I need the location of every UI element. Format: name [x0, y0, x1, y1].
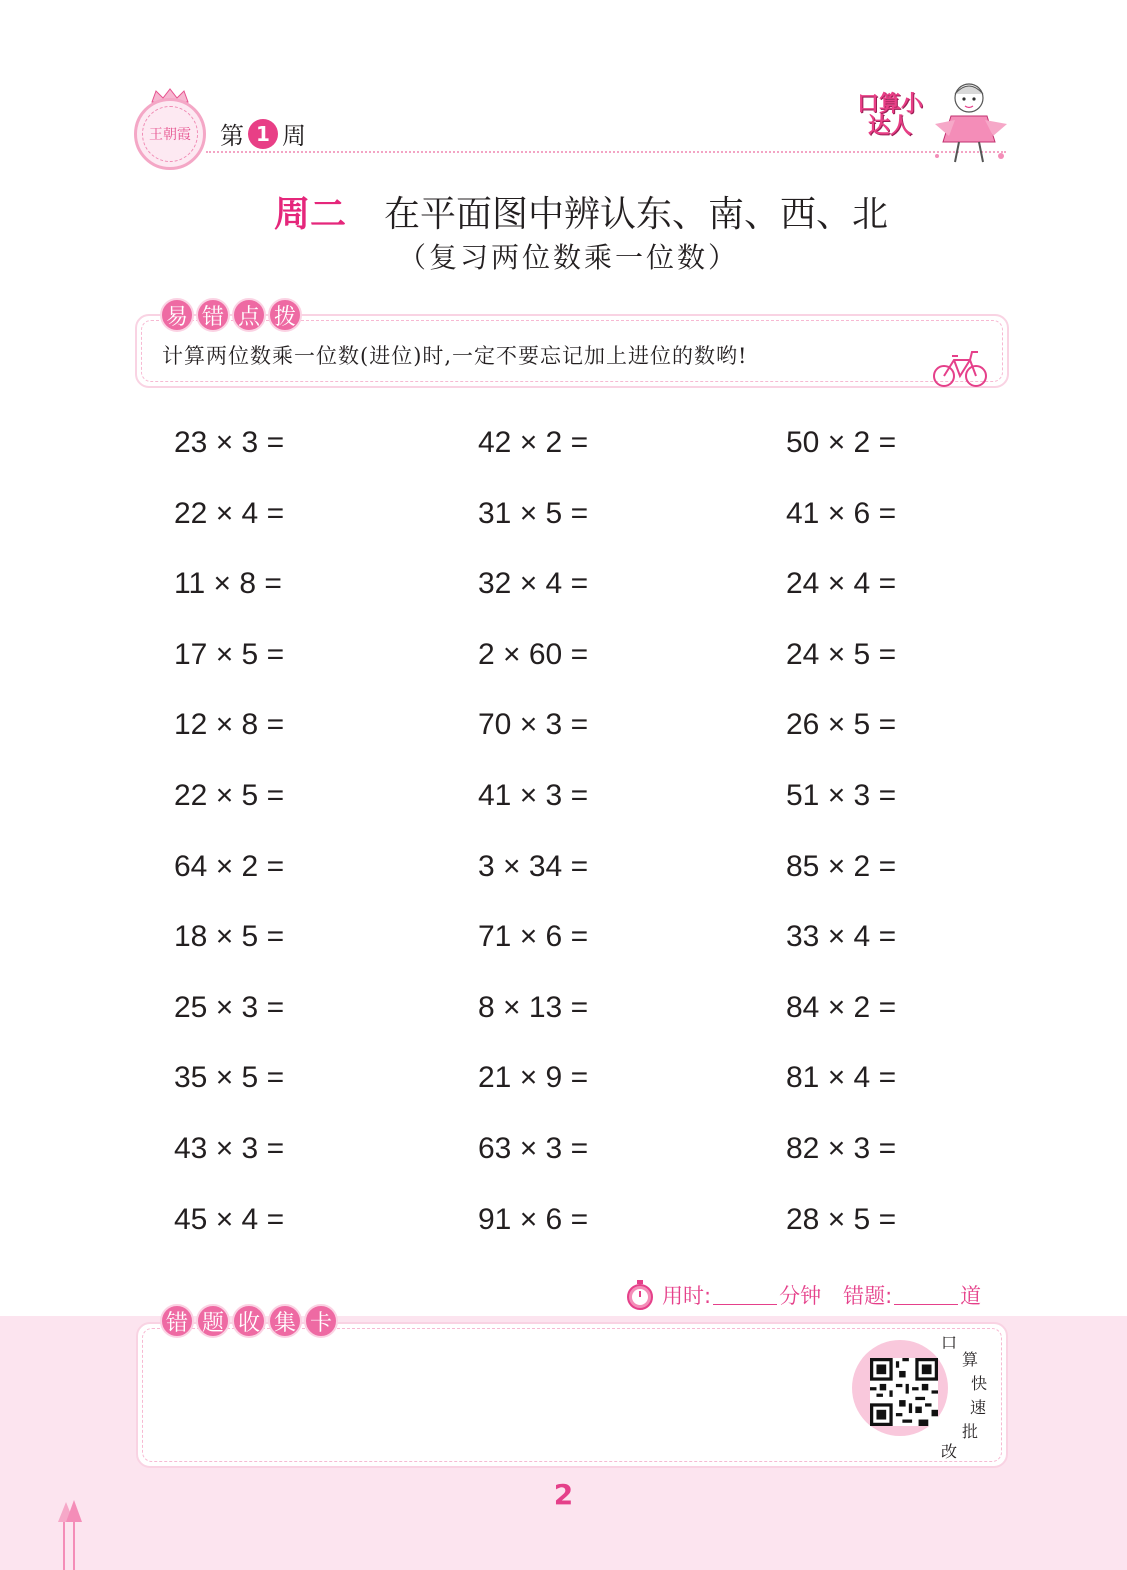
week-label [220, 116, 306, 151]
problem-item: 85 × 2 = [786, 849, 897, 883]
problem-item: 41 × 3 = [478, 778, 589, 812]
problem-item: 45 × 4 = [174, 1202, 285, 1236]
timer-line [626, 1280, 981, 1310]
qr-code-icon[interactable] [870, 1358, 938, 1426]
problem-item: 41 × 6 = [786, 496, 897, 530]
week-prefix: 第 [220, 122, 244, 150]
tip-tag [160, 298, 302, 332]
problem-item: 28 × 5 = [786, 1202, 897, 1236]
problem-item: 35 × 5 = [174, 1061, 285, 1095]
mistake-tag-char: 错 [160, 1304, 194, 1338]
qr-label-char: 快 [971, 1374, 988, 1393]
qr-label-char: 速 [970, 1398, 987, 1417]
header-divider [206, 151, 1006, 153]
problem-item: 42 × 2 = [478, 426, 589, 459]
week-number-badge: 1 [248, 119, 278, 149]
mistake-card-tag [160, 1304, 338, 1338]
errors-unit: 道 [960, 1284, 982, 1308]
problem-item: 21 × 9 = [478, 1061, 589, 1095]
arrow-up-icon [52, 1498, 92, 1570]
problem-item: 17 × 5 = [174, 637, 285, 671]
time-unit: 分钟 [779, 1284, 822, 1308]
bicycle-icon [930, 348, 990, 388]
problem-item: 31 × 5 = [478, 496, 589, 530]
time-label: 用时: [662, 1284, 712, 1308]
mistake-tag-char: 卡 [304, 1304, 338, 1338]
problem-item: 11 × 8 = [174, 567, 282, 601]
tip-tag-char: 错 [196, 298, 230, 332]
problem-item: 43 × 3 = [174, 1131, 285, 1165]
problem-item: 70 × 3 = [478, 708, 589, 742]
qr-label-char: 批 [962, 1422, 979, 1441]
page-number: 2 [553, 1478, 574, 1511]
problem-item: 25 × 3 = [174, 990, 285, 1024]
week-suffix: 周 [282, 122, 306, 150]
problem-item: 8 × 13 = [478, 990, 589, 1024]
time-blank[interactable] [713, 1285, 777, 1305]
stopwatch-icon [626, 1280, 654, 1310]
tip-text: 计算两位数乘一位数(进位)时,一定不要忘记加上进位的数哟! [162, 344, 748, 368]
problem-item: 22 × 4 = [174, 496, 285, 530]
errors-label: 错题: [843, 1284, 893, 1308]
problem-item: 26 × 5 = [786, 708, 897, 742]
tip-tag-char: 易 [160, 298, 194, 332]
problem-item: 22 × 5 = [174, 778, 285, 812]
problem-item: 81 × 4 = [786, 1061, 897, 1095]
tip-tag-char: 点 [232, 298, 266, 332]
mistake-tag-char: 集 [268, 1304, 302, 1338]
problem-item: 3 × 34 = [478, 849, 589, 883]
title-main: 在平面图中辨认东、南、西、北 [384, 194, 889, 235]
problem-item: 24 × 5 = [786, 637, 897, 671]
problem-column-1 [174, 426, 284, 1273]
problem-item: 18 × 5 = [174, 920, 285, 954]
page-subtitle: （复习两位数乘一位数） [398, 241, 740, 274]
qr-label-char: 算 [962, 1350, 979, 1369]
problem-item: 12 × 8 = [174, 708, 285, 742]
problem-item: 64 × 2 = [174, 849, 285, 883]
publisher-logo-text: 王朝霞 [142, 106, 198, 162]
problem-column-3 [786, 426, 896, 1273]
problem-item: 71 × 6 = [478, 920, 589, 954]
title-day: 周二 [274, 194, 347, 235]
publisher-logo [134, 98, 206, 170]
qr-label-char: 改 [941, 1442, 958, 1461]
mistake-tag-char: 题 [196, 1304, 230, 1338]
problem-item: 32 × 4 = [478, 567, 589, 601]
problem-item: 51 × 3 = [786, 778, 897, 812]
page-title [274, 186, 888, 237]
problem-item: 63 × 3 = [478, 1131, 589, 1165]
mascot-girl-icon [925, 76, 1017, 168]
mistake-tag-char: 收 [232, 1304, 266, 1338]
tip-tag-char: 拨 [268, 298, 302, 332]
problem-item: 91 × 6 = [478, 1202, 589, 1236]
errors-blank[interactable] [894, 1285, 958, 1305]
problem-item: 82 × 3 = [786, 1131, 897, 1165]
problem-item: 84 × 2 = [786, 990, 897, 1024]
problem-item: 23 × 3 = [174, 426, 285, 459]
problem-item: 2 × 60 = [478, 637, 589, 671]
brand-logo: 口算小达人 [856, 92, 923, 139]
qr-label-char: 口 [941, 1333, 958, 1352]
problem-item: 33 × 4 = [786, 920, 897, 954]
problem-column-2 [478, 426, 588, 1273]
problem-item: 50 × 2 = [786, 426, 897, 459]
problem-item: 24 × 4 = [786, 567, 897, 601]
